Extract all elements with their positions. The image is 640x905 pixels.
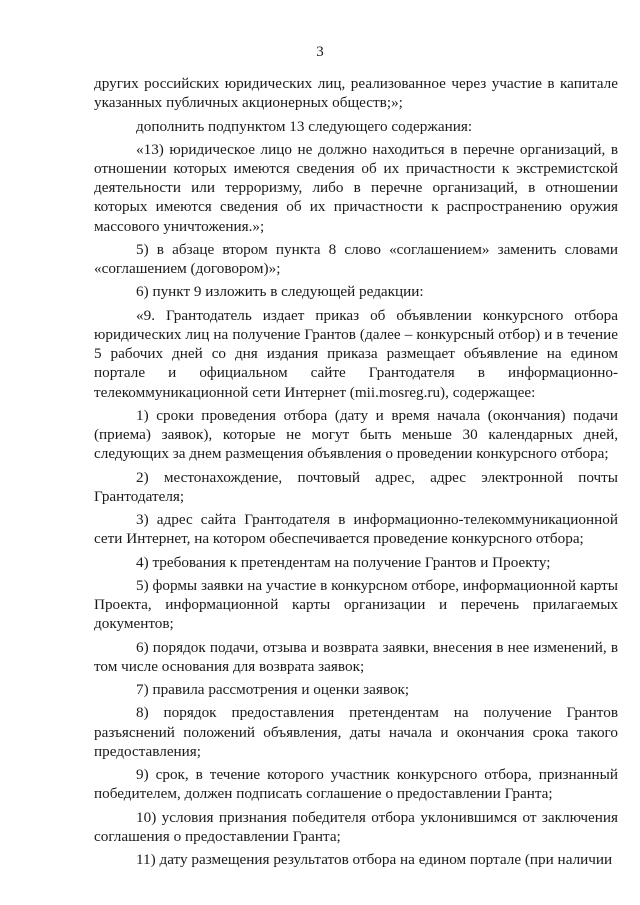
list-item: 11) дату размещения результатов отбора на едином портале (при наличии xyxy=(136,851,613,869)
paragraph: других российских юридических лиц, реализованное через участие в капитале указанных публичных акционерных обществ;»; xyxy=(94,75,618,112)
list-item: 3) адрес сайта Грантодателя в информационно-телекоммуникационной сети Интернет, на котором обеспечивается проведение конкурсного отбора; xyxy=(94,511,618,548)
page-number: 3 xyxy=(316,44,324,60)
paragraph: дополнить подпунктом 13 следующего содержания: xyxy=(136,117,473,135)
paragraph: «9. Грантодатель издает приказ об объявлении конкурсного отбора юридических лиц на получение Грантов (далее – конкурсный отбор) и в течение 5 рабочих дней со дня издания приказа размещает объявление на едином портале и официальном сайте Грантодателя в информационно-телекоммуникационной сети Интернет (mii.mosreg.ru), содержащее: xyxy=(94,306,618,401)
list-item: 7) правила рассмотрения и оценки заявок; xyxy=(136,681,410,699)
list-item: 1) сроки проведения отбора (дату и время начала (окончания) подачи (приема) заявок), которые не могут быть меньше 30 календарных дней, следующих за днем размещения объявления о проведении конкурсного отбора; xyxy=(94,406,618,463)
document-body xyxy=(94,74,618,873)
list-item: 4) требования к претендентам на получение Грантов и Проекту; xyxy=(136,553,551,571)
list-item: 8) порядок предоставления претендентам на получение Грантов разъяснений положений объявления, даты начала и окончания срока такого предоставления; xyxy=(94,704,618,760)
list-item: 2) местонахождение, почтовый адрес, адрес электронной почты Грантодателя; xyxy=(94,468,618,505)
list-item: 5) формы заявки на участие в конкурсном отборе, информационной карты Проекта, информационной карты организации и перечень прилагаемых документов; xyxy=(94,576,618,633)
paragraph: 6) пункт 9 изложить в следующей редакции: xyxy=(136,283,424,301)
list-item: 6) порядок подачи, отзыва и возврата заявки, внесения в нее изменений, в том числе основания для возврата заявок; xyxy=(94,638,618,675)
paragraph: 5) в абзаце втором пункта 8 слово «соглашением» заменить словами «соглашением (договором)»; xyxy=(94,240,618,278)
list-item: 10) условия признания победителя отбора уклонившимся от заключения соглашения о предоставлении Гранта; xyxy=(94,808,618,845)
paragraph: «13) юридическое лицо не должно находиться в перечне организаций, в отношении которых имеются сведения об их причастности к экстремистской деятельности или терроризму, либо в перечне организаций, в отношении которых имеются сведения об их причастности к распространению оружия массового уничтожения.»; xyxy=(94,140,618,235)
list-item: 9) срок, в течение которого участник конкурсного отбора, признанный победителем, должен подписать соглашение о предоставлении Гранта; xyxy=(94,766,618,803)
